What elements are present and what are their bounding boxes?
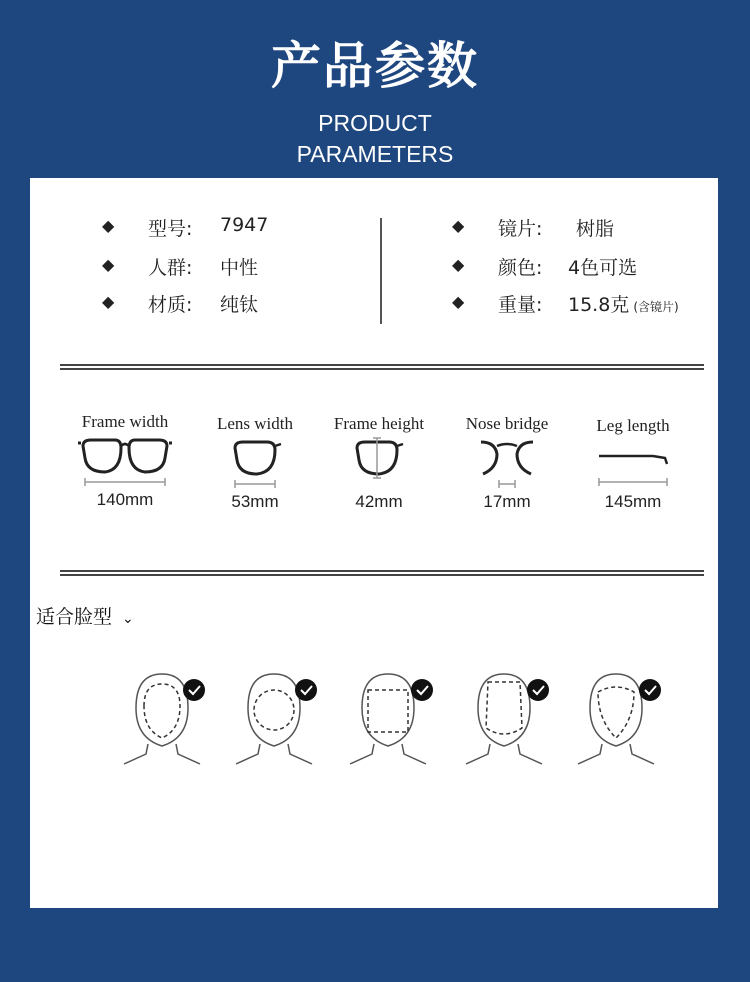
dimension-nose-bridge: [442, 414, 572, 512]
diamond-bullet-icon: ◆: [452, 216, 465, 235]
dimension-label: Leg length: [596, 416, 670, 435]
frame-height-icon: [349, 434, 409, 492]
dimension-value: 145mm: [604, 492, 662, 511]
subtitle-line-2: PARAMETERS: [296, 141, 454, 167]
dimension-value: 53mm: [231, 492, 279, 511]
chevron-down-icon: ⌄: [122, 611, 134, 627]
dimension-label: Frame width: [81, 412, 169, 431]
spec-label: 材质:: [148, 294, 193, 316]
section-divider-top: [60, 364, 704, 370]
diamond-bullet-icon: ◆: [452, 292, 465, 311]
frame-width-icon: [77, 432, 173, 490]
spec-value: [568, 290, 679, 317]
spec-label: 镜片:: [498, 218, 543, 240]
subtitle-line-1: PRODUCT: [318, 110, 432, 136]
dimension-value: 42mm: [355, 492, 403, 511]
spec-label: 颜色:: [498, 257, 543, 279]
spec-value: 7947: [220, 214, 269, 236]
page-title: 产品参数: [271, 37, 479, 95]
dimension-value: 140mm: [96, 490, 154, 509]
dimension-label: Nose bridge: [465, 414, 549, 433]
diamond-bullet-icon: ◆: [102, 292, 115, 311]
leg-length-icon: [593, 436, 673, 492]
column-divider: [380, 218, 382, 324]
face-shape-heart-icon: [572, 668, 672, 778]
face-shape-square-icon: [344, 668, 444, 778]
dimension-value: 17mm: [483, 492, 531, 511]
spec-weight-note: (含镜片): [633, 300, 679, 314]
face-shape-heading[interactable]: [36, 602, 134, 629]
lens-width-icon: [225, 434, 285, 492]
face-shape-oval-icon: [118, 668, 218, 778]
spec-label: 重量:: [498, 294, 543, 316]
spec-label: 型号:: [148, 218, 193, 240]
diamond-bullet-icon: ◆: [452, 255, 465, 274]
spec-value: 纯钛: [220, 294, 259, 316]
spec-label: 人群:: [148, 257, 193, 279]
spec-value: 中性: [220, 257, 259, 279]
dimension-leg-length: [568, 416, 698, 512]
section-divider-bottom: [60, 570, 704, 576]
nose-bridge-icon: [477, 434, 537, 492]
dimension-frame-width: [60, 412, 190, 510]
spec-weight-number: 15.8克: [568, 294, 630, 316]
dimension-label: Frame height: [333, 414, 425, 433]
spec-value: 树脂: [576, 218, 615, 240]
diamond-bullet-icon: ◆: [102, 255, 115, 274]
parameters-card: [30, 178, 718, 908]
dimension-frame-height: [314, 414, 444, 512]
spec-value: 4色可选: [568, 257, 638, 279]
diamond-bullet-icon: ◆: [102, 216, 115, 235]
page-subtitle: [0, 108, 750, 170]
face-shape-long-icon: [460, 668, 560, 778]
dimension-label: Lens width: [216, 414, 294, 433]
face-shape-title: 适合脸型: [36, 606, 113, 628]
dimension-lens-width: [190, 414, 320, 512]
face-shape-round-icon: [230, 668, 330, 778]
